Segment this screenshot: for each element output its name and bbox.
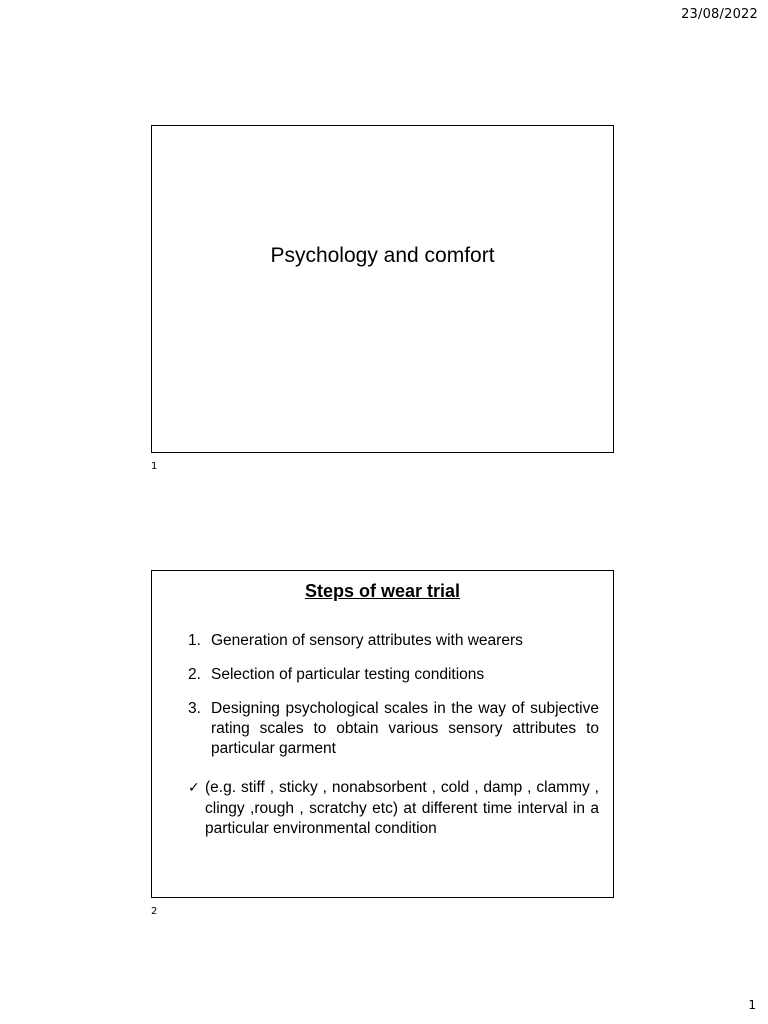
step-text: Designing psychological scales in the way of subjective rating scales to obtain various sensory attributes to particular garment xyxy=(211,700,599,757)
list-item xyxy=(188,699,599,759)
steps-list xyxy=(188,631,599,773)
step-number: 2. xyxy=(188,666,201,683)
list-item xyxy=(188,631,599,651)
print-date: 23/08/2022 xyxy=(681,7,758,22)
slide-2-title: Steps of wear trial xyxy=(304,581,461,601)
step-number: 3. xyxy=(188,700,201,717)
slide-2-number: 2 xyxy=(151,906,158,917)
slide-2 xyxy=(151,570,614,898)
step-number: 1. xyxy=(188,632,201,649)
page-number: 1 xyxy=(748,998,756,1012)
step-text: Selection of particular testing conditions xyxy=(211,666,485,683)
slide-1-number: 1 xyxy=(151,461,158,472)
list-item xyxy=(188,665,599,685)
step-text: Generation of sensory attributes with wearers xyxy=(211,632,523,649)
slide-1 xyxy=(151,125,614,453)
checkmark-icon: ✓ xyxy=(188,780,200,796)
example-bullet xyxy=(188,778,599,840)
slide-1-title: Psychology and comfort xyxy=(270,244,495,267)
example-text: (e.g. stiff , sticky , nonabsorbent , cold , damp , clammy , clingy ,rough , scratchy etc) at different time interval in a particular environmental condition xyxy=(205,779,599,837)
